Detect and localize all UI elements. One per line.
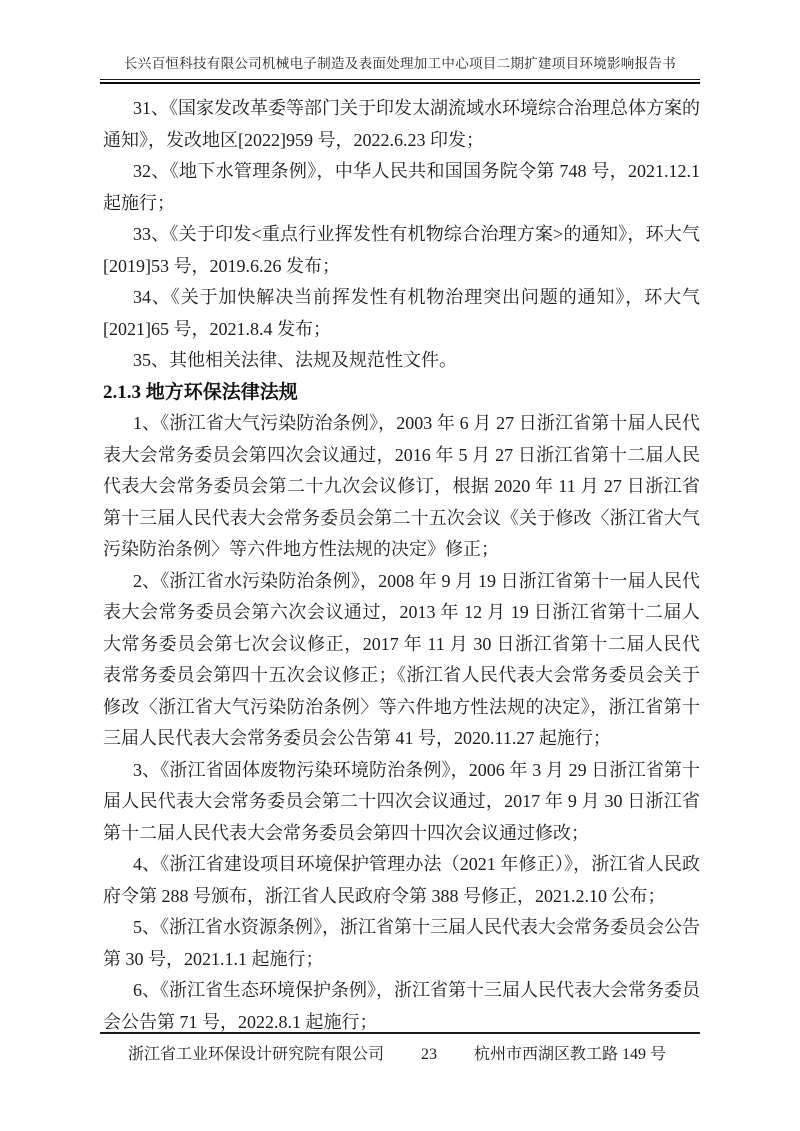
local-legal-item-1: 1、《浙江省大气污染防治条例》，2003 年 6 月 27 日浙江省第十届人民代表大会常务委员会第四次会议通过，2016 年 5 月 27 日浙江省第十二届人民代表大会常务委员会第二十九次会议修订，根据 2020 年 11 月 27 日浙江省第十三届人民代表大会常务委员会第二十五次会议《关于修改〈浙江省大气污染防治条例〉等六件地方性法规的决定》修正； xyxy=(103,413,700,559)
local-legal-item-4: 4、《浙江省建设项目环境保护管理办法（2021 年修正）》，浙江省人民政府令第 288 号颁布，浙江省人民政府令第 388 号修正，2021.2.10 公布； xyxy=(103,854,700,906)
legal-item-34: 34、《关于加快解决当前挥发性有机物治理突出问题的通知》，环大气[2021]65 号，2021.8.4 发布； xyxy=(103,287,700,339)
footer-rule-divider xyxy=(100,1032,700,1034)
local-legal-item-2: 2、《浙江省水污染防治条例》，2008 年 9 月 19 日浙江省第十一届人民代表大会常务委员会第六次会议通过，2013 年 12 月 19 日浙江省第十二届人大常务委员会第七次会议修正，2017 年 11 月 30 日浙江省第十二届人民代表常务委员会第四十五次会议修正；《浙江省人民代表大会常务委员会关于修改〈浙江省大气污染防治条例〉等六件地方性法规的决定》，浙江省第十三届人民代表大会常务委员会公告第 41 号，2020.11.27 起施行； xyxy=(103,570,700,748)
legal-item-31: 31、《国家发改革委等部门关于印发太湖流域水环境综合治理总体方案的通知》，发改地区[2022]959 号，2022.6.23 印发； xyxy=(103,98,700,150)
legal-item-32: 32、《地下水管理条例》，中华人民共和国国务院令第 748 号，2021.12.1 起施行； xyxy=(103,161,700,213)
legal-item-33: 33、《关于印发<重点行业挥发性有机物综合治理方案>的通知》，环大气[2019]53 号，2019.6.26 发布； xyxy=(103,224,700,276)
local-legal-item-3: 3、《浙江省固体废物污染环境防治条例》，2006 年 3 月 29 日浙江省第十届人民代表大会常务委员会第二十四次会议通过，2017 年 9 月 30 日浙江省第十二届人民代表大会常务委员会第四十四次会议通过修改； xyxy=(103,759,700,843)
running-header xyxy=(100,52,700,84)
footer-address: 杭州市西湖区教工路 149 号 xyxy=(473,1046,666,1063)
document-body xyxy=(103,93,700,1038)
section-heading-2-1-3: 2.1.3 地方环保法律法规 xyxy=(103,381,298,403)
legal-item-35: 35、其他相关法律、法规及规范性文件。 xyxy=(133,350,457,370)
local-legal-item-6: 6、《浙江省生态环境保护条例》，浙江省第十三届人民代表大会常务委员会公告第 71 号，2022.8.1 起施行； xyxy=(103,980,700,1032)
running-header-title: 长兴百恒科技有限公司机械电子制造及表面处理加工中心项目二期扩建项目环境影响报告书 xyxy=(124,56,676,71)
header-rule-divider xyxy=(100,79,700,84)
footer-page-number: 23 xyxy=(421,1046,437,1063)
local-legal-item-5: 5、《浙江省水资源条例》，浙江省第十三届人民代表大会常务委员会公告第 30 号，2021.1.1 起施行； xyxy=(103,917,700,969)
page-footer xyxy=(100,1032,700,1064)
footer-company: 浙江省工业环保设计研究院有限公司 xyxy=(128,1046,385,1063)
